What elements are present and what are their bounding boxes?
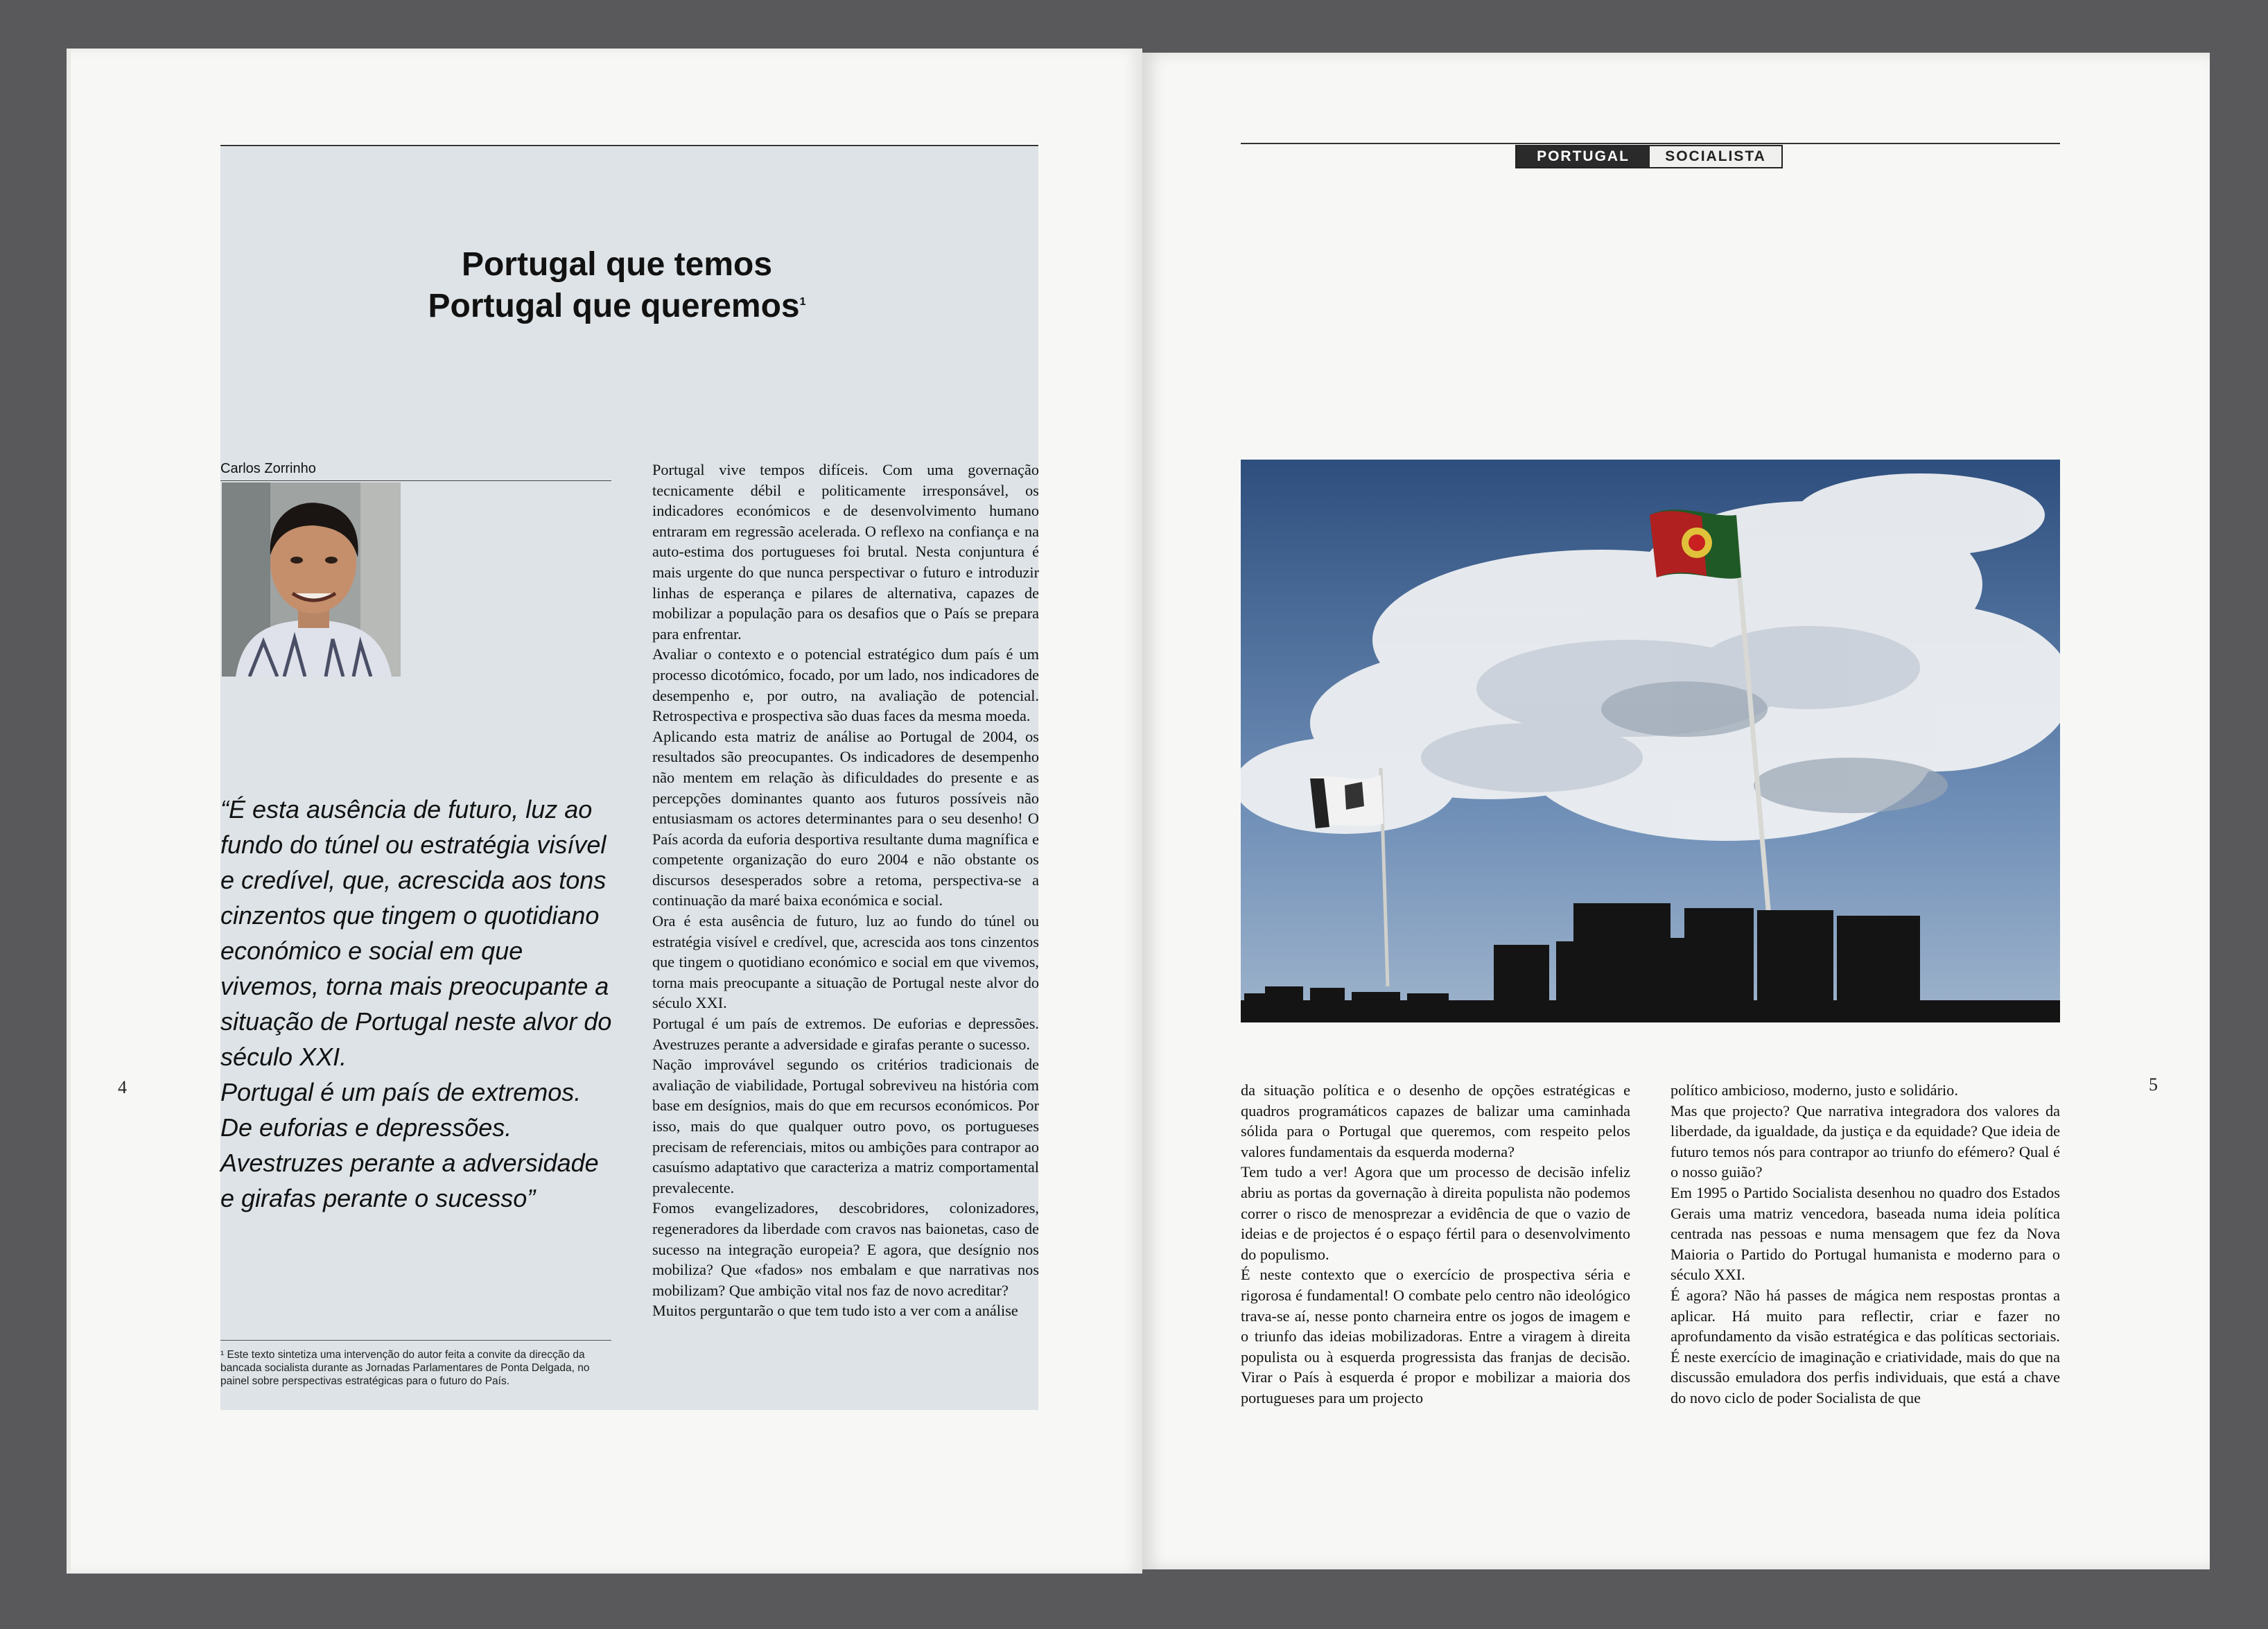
- author-rule: [220, 480, 611, 481]
- title-footnote-mark: 1: [799, 296, 806, 308]
- article-title: [347, 246, 887, 325]
- footnote: ¹ Este texto sintetiza uma intervenção do autor feita a convite da direcção da bancada socialista durante as Jornadas Parlamentares de Ponta Delgada, no painel sobre perspectivas estratégicas para o futuro do País.: [220, 1349, 590, 1387]
- tag-socialista: SOCIALISTA: [1650, 146, 1781, 167]
- footnote-rule: [220, 1340, 611, 1341]
- pull-quote-paragraph: “É esta ausência de futuro, luz ao fundo do túnel ou estratégia visível e credível, que, acrescida aos tons cinzentos que tingem o quotidiano económico e social em que vivemos, torna mais preocupante a situação de Portugal neste alvor do século XXI.: [220, 795, 612, 1071]
- right-header-tag: [1515, 145, 1783, 168]
- right-header-rule: [1241, 143, 2060, 144]
- left-page-edge: [67, 49, 71, 1574]
- body-paragraph: da situação política e o desenho de opções estratégicas e quadros programáticos capazes de balizar uma caminhada sólida para o Portugal que queremos, com respeito pelos valores fundamentais da esquerda moderna?: [1241, 1081, 1630, 1160]
- body-paragraph: político ambicioso, moderno, justo e solidário.: [1671, 1081, 1958, 1099]
- left-body-column: [652, 460, 1039, 1321]
- right-body-column-2: [1671, 1080, 2060, 1409]
- title-line-1: Portugal que temos: [461, 246, 773, 283]
- body-paragraph: É neste contexto que o exercício de prospectiva séria e rigorosa é fundamental! O combate pelo centro não ideológico trava-se aí, nesse ponto charneira entre os jogos de imagem e o triunfo das ideias mobilizadoras. Entre a viragem à direita populista ou à esquerda progressista das franjas de decisão. Virar o País à esquerda é propor e mobilizar a maioria dos portugueses para um projecto: [1241, 1266, 1630, 1406]
- castle-flags-photo: [1241, 460, 2060, 1022]
- body-paragraph: Tem tudo a ver! Agora que um processo de decisão infeliz abriu as portas da governação à direita populista não podemos correr o risco de menosprezar a evidência de que o vazio de ideias e de projectos é o espaço fértil para o desenvolvimento do populismo.: [1241, 1163, 1630, 1263]
- body-paragraph: Portugal vive tempos difíceis. Com uma governação tecnicamente débil e politicamente irresponsável, os indicadores económicos e de desenvolvimento humano entraram em regressão acelerada. O reflexo na confiança e na auto-estima dos portugueses foi brutal. Nesta conjuntura é mais urgente do que nunca perspectivar o futuro e introduzir linhas de esperança e pilares de alternativa, capazes de mobilizar a população para os desafios que o País se prepara para enfrentar.: [652, 461, 1039, 643]
- bleed-through-text: [333, 243, 342, 281]
- pull-quote-paragraph: Portugal é um país de extremos. De euforias e depressões. Avestruzes perante a adversidade e girafas perante o sucesso”: [220, 1078, 599, 1212]
- body-paragraph: Mas que projecto? Que narrativa integradora dos valores da liberdade, da igualdade, da justiça e da equidade? Que ideia de futuro temos nós para contrapor ao triunfo do efémero? Qual é o nosso guião?: [1671, 1101, 2060, 1181]
- body-paragraph: Aplicando esta matriz de análise ao Portugal de 2004, os resultados são preocupantes. Os indicadores de desempenho não mentem em relação às dificuldades do presente e as percepções dominantes quanto aos futuros possíveis não entusiasmam os actores determinantes para o seu desenho! O País acorda da euforia desportiva resultante duma magnífica e competente organização do euro 2004 e não obstante os discursos desesperados sobre a retoma, perspectiva-se a continuação da maré baixa económica e social.: [652, 727, 1039, 909]
- author-name: Carlos Zorrinho: [220, 461, 316, 476]
- tag-portugal: PORTUGAL: [1517, 146, 1650, 167]
- left-header-rule: [220, 145, 1038, 146]
- body-paragraph: Em 1995 o Partido Socialista desenhou no quadro dos Estados Gerais uma matriz vencedora, baseada numa ideia política centrada nas pessoas e numa mensagem que fez da Nova Maioria o Partido do Portugal humanista e moderno para o século XXI.: [1671, 1183, 2060, 1284]
- body-paragraph: Avaliar o contexto e o potencial estratégico dum país é um processo dicotómico, focado, por um lado, nos indicadores de desempenho e, por outro, na avaliação de potencial. Retrospectiva e prospectiva são duas faces da mesma moeda.: [652, 645, 1039, 725]
- page-number-right: 5: [2149, 1074, 2158, 1095]
- author-photo: [222, 482, 401, 677]
- right-body-column-1: [1241, 1080, 1630, 1409]
- body-paragraph: Nação improvável segundo os critérios tradicionais de avaliação de viabilidade, Portugal sobreviveu na história com base em desígnios, mais do que em recursos económicos. Por isso, mais do que qualquer outro povo, os portugueses precisam de referenciais, mitos ou ambições para contrapor ao casuísmo adaptativo que caracteriza a matriz comportamental prevalecente.: [652, 1056, 1039, 1196]
- body-paragraph: Fomos evangelizadores, descobridores, colonizadores, regeneradores da liberdade com cravos nas baionetas, caso de sucesso na integração europeia? E agora, que desígnio nos mobiliza? Que «fados» nos embalam e que narrativas nos mobilizam? Que ambição vital nos faz de novo acreditar?: [652, 1199, 1039, 1299]
- pull-quote: [220, 792, 612, 1216]
- title-line-2: Portugal que queremos$^1$: [428, 288, 806, 324]
- body-paragraph: É agora? Não há passes de mágica nem respostas prontas a aplicar. Há muito para reflectir, criar e fazer no aprofundamento da visão estratégica e das políticas sectoriais. É neste exercício de imaginação e criatividade, mais do que na discussão emuladora dos perfis individuais, que está a chave do novo ciclo de poder Socialista de que: [1671, 1286, 2060, 1406]
- body-paragraph: Ora é esta ausência de futuro, luz ao fundo do túnel ou estratégia visível e credível, que, acrescida aos tons cinzentos que tingem o quotidiano económico e social em que vivemos, torna mais preocupante a situação de Portugal neste alvor do século XXI.: [652, 912, 1039, 1012]
- page-number-left: 4: [118, 1077, 127, 1097]
- body-paragraph: Muitos perguntarão o que tem tudo isto a ver com a análise: [652, 1302, 1018, 1320]
- body-paragraph: Portugal é um país de extremos. De euforias e depressões. Avestruzes perante a adversidade e girafas perante o sucesso.: [652, 1015, 1039, 1053]
